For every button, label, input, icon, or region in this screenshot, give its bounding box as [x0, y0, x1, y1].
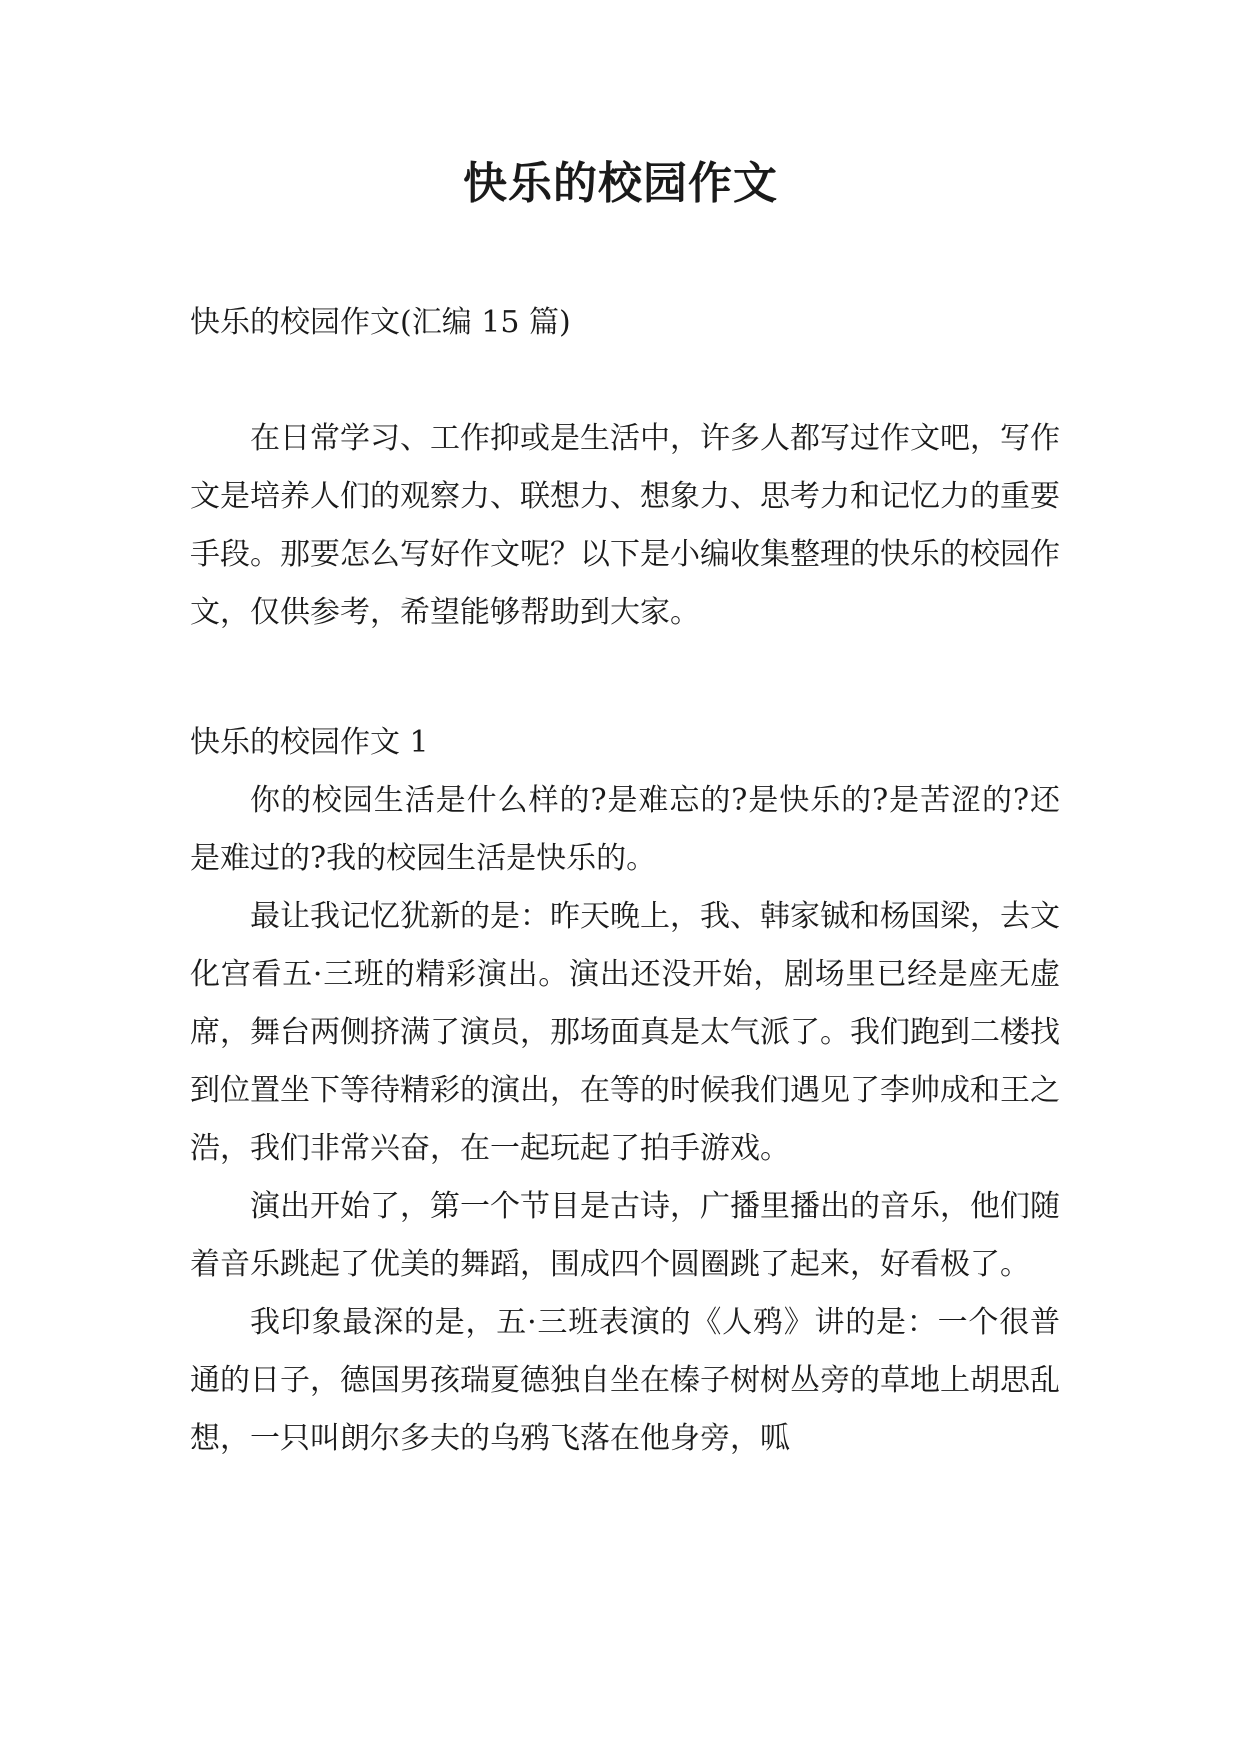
document-subtitle: 快乐的校园作文(汇编 15 篇)	[190, 305, 571, 340]
body-paragraph: 最让我记忆犹新的是：昨天晚上，我、韩家铖和杨国梁，去文化宫看五·三班的精彩演出。演出还没开始，剧场里已经是座无虚席，舞台两侧挤满了演员，那场面真是太气派了。我们跑到二楼找到位置坐下等待精彩的演出，在等的时候我们遇见了李帅成和王之浩，我们非常兴奋，在一起玩起了拍手游戏。	[190, 899, 1060, 1166]
body-paragraph: 我印象最深的是，五·三班表演的《人鸦》讲的是：一个很普通的日子，德国男孩瑞夏德独自坐在榛子树树丛旁的草地上胡思乱想，一只叫朗尔多夫的乌鸦飞落在他身旁，呱	[190, 1305, 1060, 1456]
spacer	[190, 352, 1060, 410]
body-paragraph: 演出开始了，第一个节目是古诗，广播里播出的音乐，他们随着音乐跳起了优美的舞蹈，围成四个圆圈跳了起来，好看极了。	[190, 1189, 1060, 1282]
intro-paragraph: 在日常学习、工作抑或是生活中，许多人都写过作文吧，写作文是培养人们的观察力、联想力、想象力、思考力和记忆力的重要手段。那要怎么写好作文呢？以下是小编收集整理的快乐的校园作文，仅供参考，希望能够帮助到大家。	[190, 421, 1060, 630]
document-title: 快乐的校园作文	[463, 158, 778, 209]
body-paragraph: 你的校园生活是什么样的?是难忘的?是快乐的?是苦涩的?还是难过的?我的校园生活是快乐的。	[190, 783, 1060, 876]
document-body	[190, 294, 1060, 1468]
section-heading: 快乐的校园作文 1	[190, 725, 429, 760]
spacer	[190, 642, 1060, 714]
